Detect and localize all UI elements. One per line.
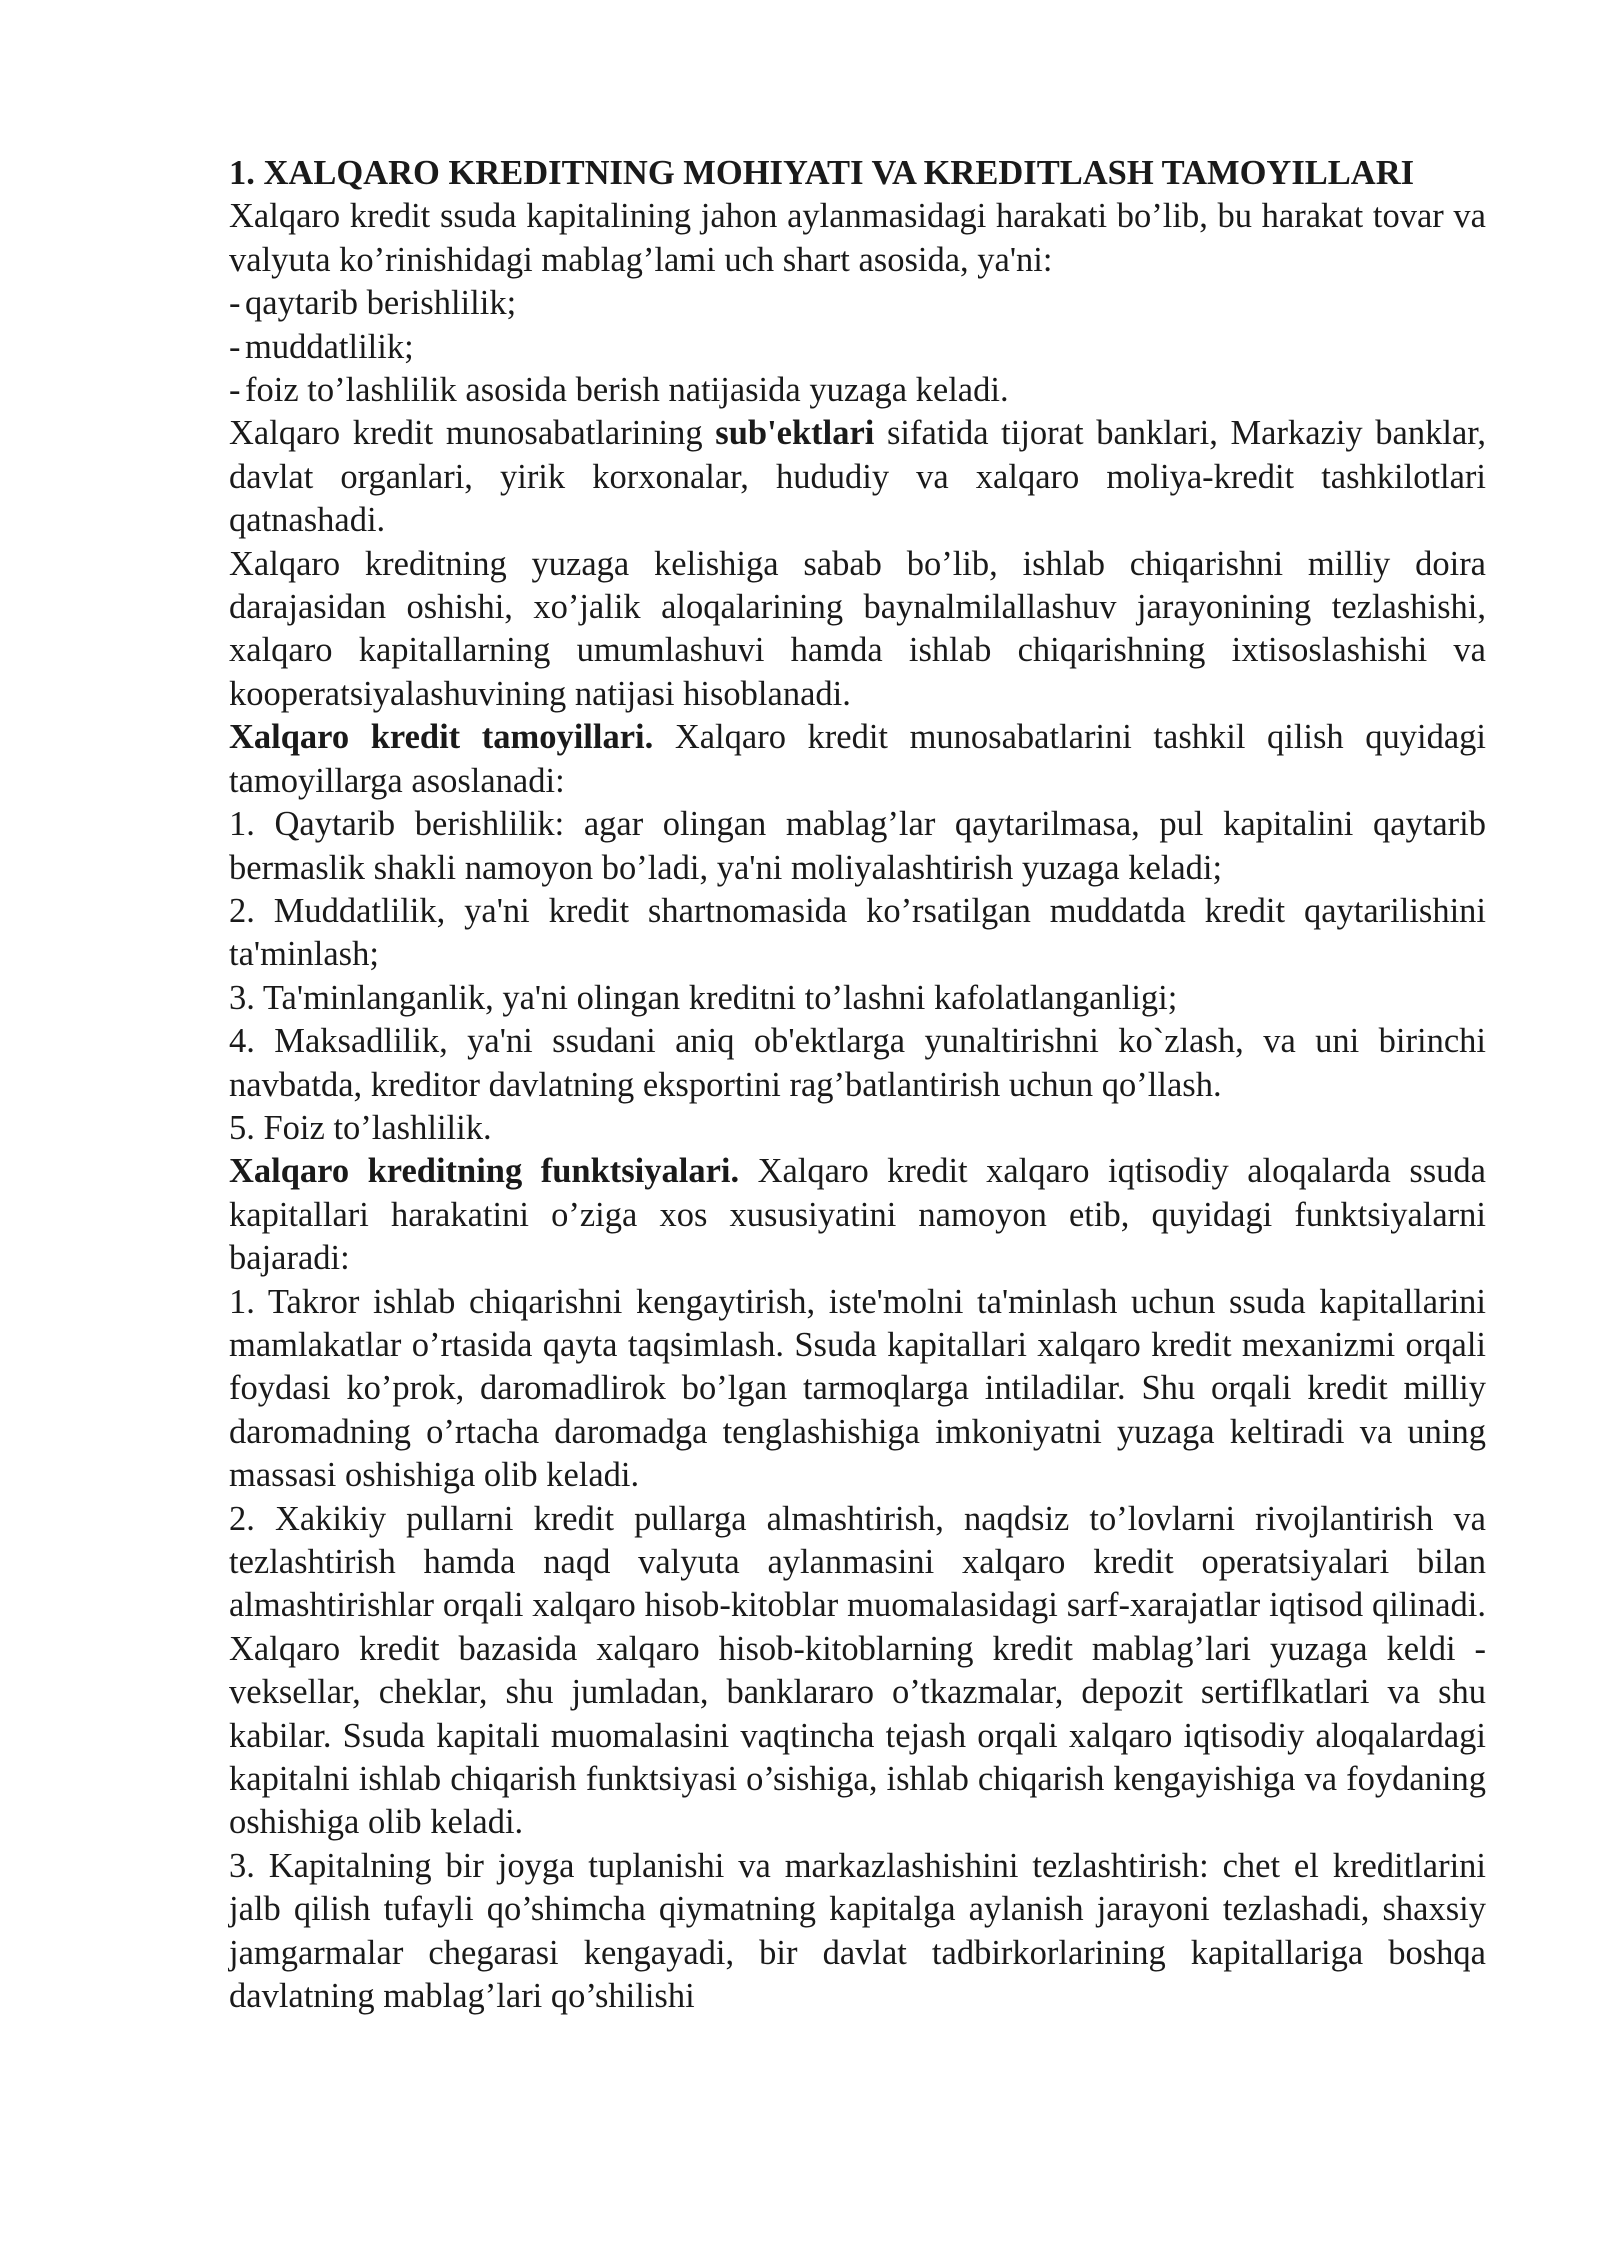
- section-title: 1. XALQARO KREDITNING MOHIYATI VA KREDITLASH TAMOYILLARI: [229, 154, 1415, 192]
- subjects-paragraph: [229, 412, 1486, 542]
- subjects-term: sub'ektlari: [715, 414, 875, 453]
- function-item: 3. Kapitalning bir joyga tuplanishi va markazlashishini tezlashtirish: chet el kreditlarini jalb qilish tufayli qo’shimcha qiymatning kapitalga aylanish jarayoni tezlashadi, shaxsiy jamgarmalar chegarasi kengayadi, bir davlat tadbirkorlarining kapitallariga boshqa davlatning mablag’lari qo’shilishi: [229, 1846, 1486, 2016]
- document-page: [229, 152, 1486, 2018]
- principle-item: 2. Muddatlilik, ya'ni kredit shartnomasida ko’rsatilgan muddatda kredit qaytarilishini ta'minlash;: [229, 891, 1486, 974]
- dash-marker: -: [229, 371, 241, 410]
- list-item-text: foiz to’lashlilik asosida berish natijasida yuzaga keladi.: [245, 371, 1009, 410]
- conditions-list: [229, 282, 1486, 412]
- principles-heading: Xalqaro kredit tamoyillari.: [229, 718, 654, 757]
- dash-marker: -: [229, 327, 241, 366]
- subjects-after: sifatida tijorat banklari, Markaziy banklar, davlat organlari, yirik korxonalar, hududiy va xalqaro moliya-kredit tashkilotlari qatnashadi.: [229, 414, 1486, 540]
- intro-paragraph: Xalqaro kredit ssuda kapitalining jahon aylanmasidagi harakati bo’lib, bu harakat tovar va valyuta ko’rinishidagi mablag’lami uch shart asosida, ya'ni:: [229, 197, 1486, 279]
- function-item: 2. Xakikiy pullarni kredit pullarga almashtirish, naqdsiz to’lovlarni rivojlantirish va tezlashtirish hamda naqd valyuta aylanmasini xalqaro kredit operatsiyalari bilan almashtirishlar orqali xalqaro hisob-kitoblar muomalasidagi sarf-xarajatlar iqtisod qilinadi. Xalqaro kredit bazasida xalqaro hisob-kitoblarning kredit mablag’lari yuzaga keldi - veksellar, cheklar, shu jumladan, banklararo o’tkazmalar, depozit sertiflkatlari va shu kabilar. Ssuda kapitali muomalasini vaqtincha tejash orqali xalqaro iqtisodiy aloqalardagi kapitalni ishlab chiqarish funktsiyasi o’sishiga, ishlab chiqarish kengayishiga va foydaning oshishiga olib keladi.: [229, 1499, 1486, 1842]
- functions-lead: Xalqaro kredit xalqaro iqtisodiy aloqalarda ssuda kapitallari harakatini o’ziga xos xususiyatini namoyon etib, quyidagi funktsiyalarni bajaradi:: [229, 1152, 1486, 1278]
- subjects-before: Xalqaro kredit munosabatlarining: [229, 414, 716, 453]
- principle-item: 1. Qaytarib berishlilik: agar olingan mablag’lar qaytarilmasa, pul kapitalini qaytarib bermaslik shakli namoyon bo’ladi, ya'ni moliyalashtirish yuzaga keladi;: [229, 805, 1486, 887]
- principle-item: 4. Maksadlilik, ya'ni ssudani aniq ob'ektlarga yunaltirishni ko`zlash, va uni birinchi navbatda, kreditor davlatning eksportini rag’batlantirish uchun qo’llash.: [229, 1022, 1486, 1104]
- list-item-text: qaytarib berishlilik;: [245, 284, 517, 323]
- principle-item: 5. Foiz to’lashlilik.: [229, 1108, 492, 1147]
- dash-marker: -: [229, 284, 241, 323]
- principles-lead: Xalqaro kredit munosabatlarini tashkil qilish quyidagi tamoyillarga asoslanadi:: [229, 718, 1486, 800]
- list-item: [229, 282, 1486, 325]
- functions-intro: [229, 1150, 1486, 1280]
- function-item: 1. Takror ishlab chiqarishni kengaytirish, iste'molni ta'minlash uchun ssuda kapitallarini mamlakatlar o’rtasida qayta taqsimlash. Ssuda kapitallari xalqaro kredit mexanizmi orqali foydasi ko’prok, daromadlirok bo’lgan tarmoqlarga intiladilar. Shu orqali kredit milliy daromadning o’rtacha daromadga tenglashishiga imkoniyatni yuzaga keltiradi va uning massasi oshishiga olib keladi.: [229, 1282, 1486, 1495]
- principle-item: 3. Ta'minlanganlik, ya'ni olingan kreditni to’lashni kafolatlanganligi;: [229, 978, 1178, 1017]
- list-item: [229, 369, 1486, 412]
- list-item-text: muddatlilik;: [245, 327, 414, 366]
- list-item: [229, 326, 1486, 369]
- principles-intro: [229, 716, 1486, 803]
- reason-paragraph: Xalqaro kreditning yuzaga kelishiga sabab bo’lib, ishlab chiqarishni milliy doira darajasidan oshishi, xo’jalik aloqalarining baynalmilallashuv jarayonining tezlashishi, xalqaro kapitallarning umumlashuvi hamda ishlab chiqarishning ixtisoslashishi va kooperatsiyalashuvining natijasi hisoblanadi.: [229, 544, 1486, 713]
- functions-heading: Xalqaro kreditning funktsiyalari.: [229, 1152, 740, 1191]
